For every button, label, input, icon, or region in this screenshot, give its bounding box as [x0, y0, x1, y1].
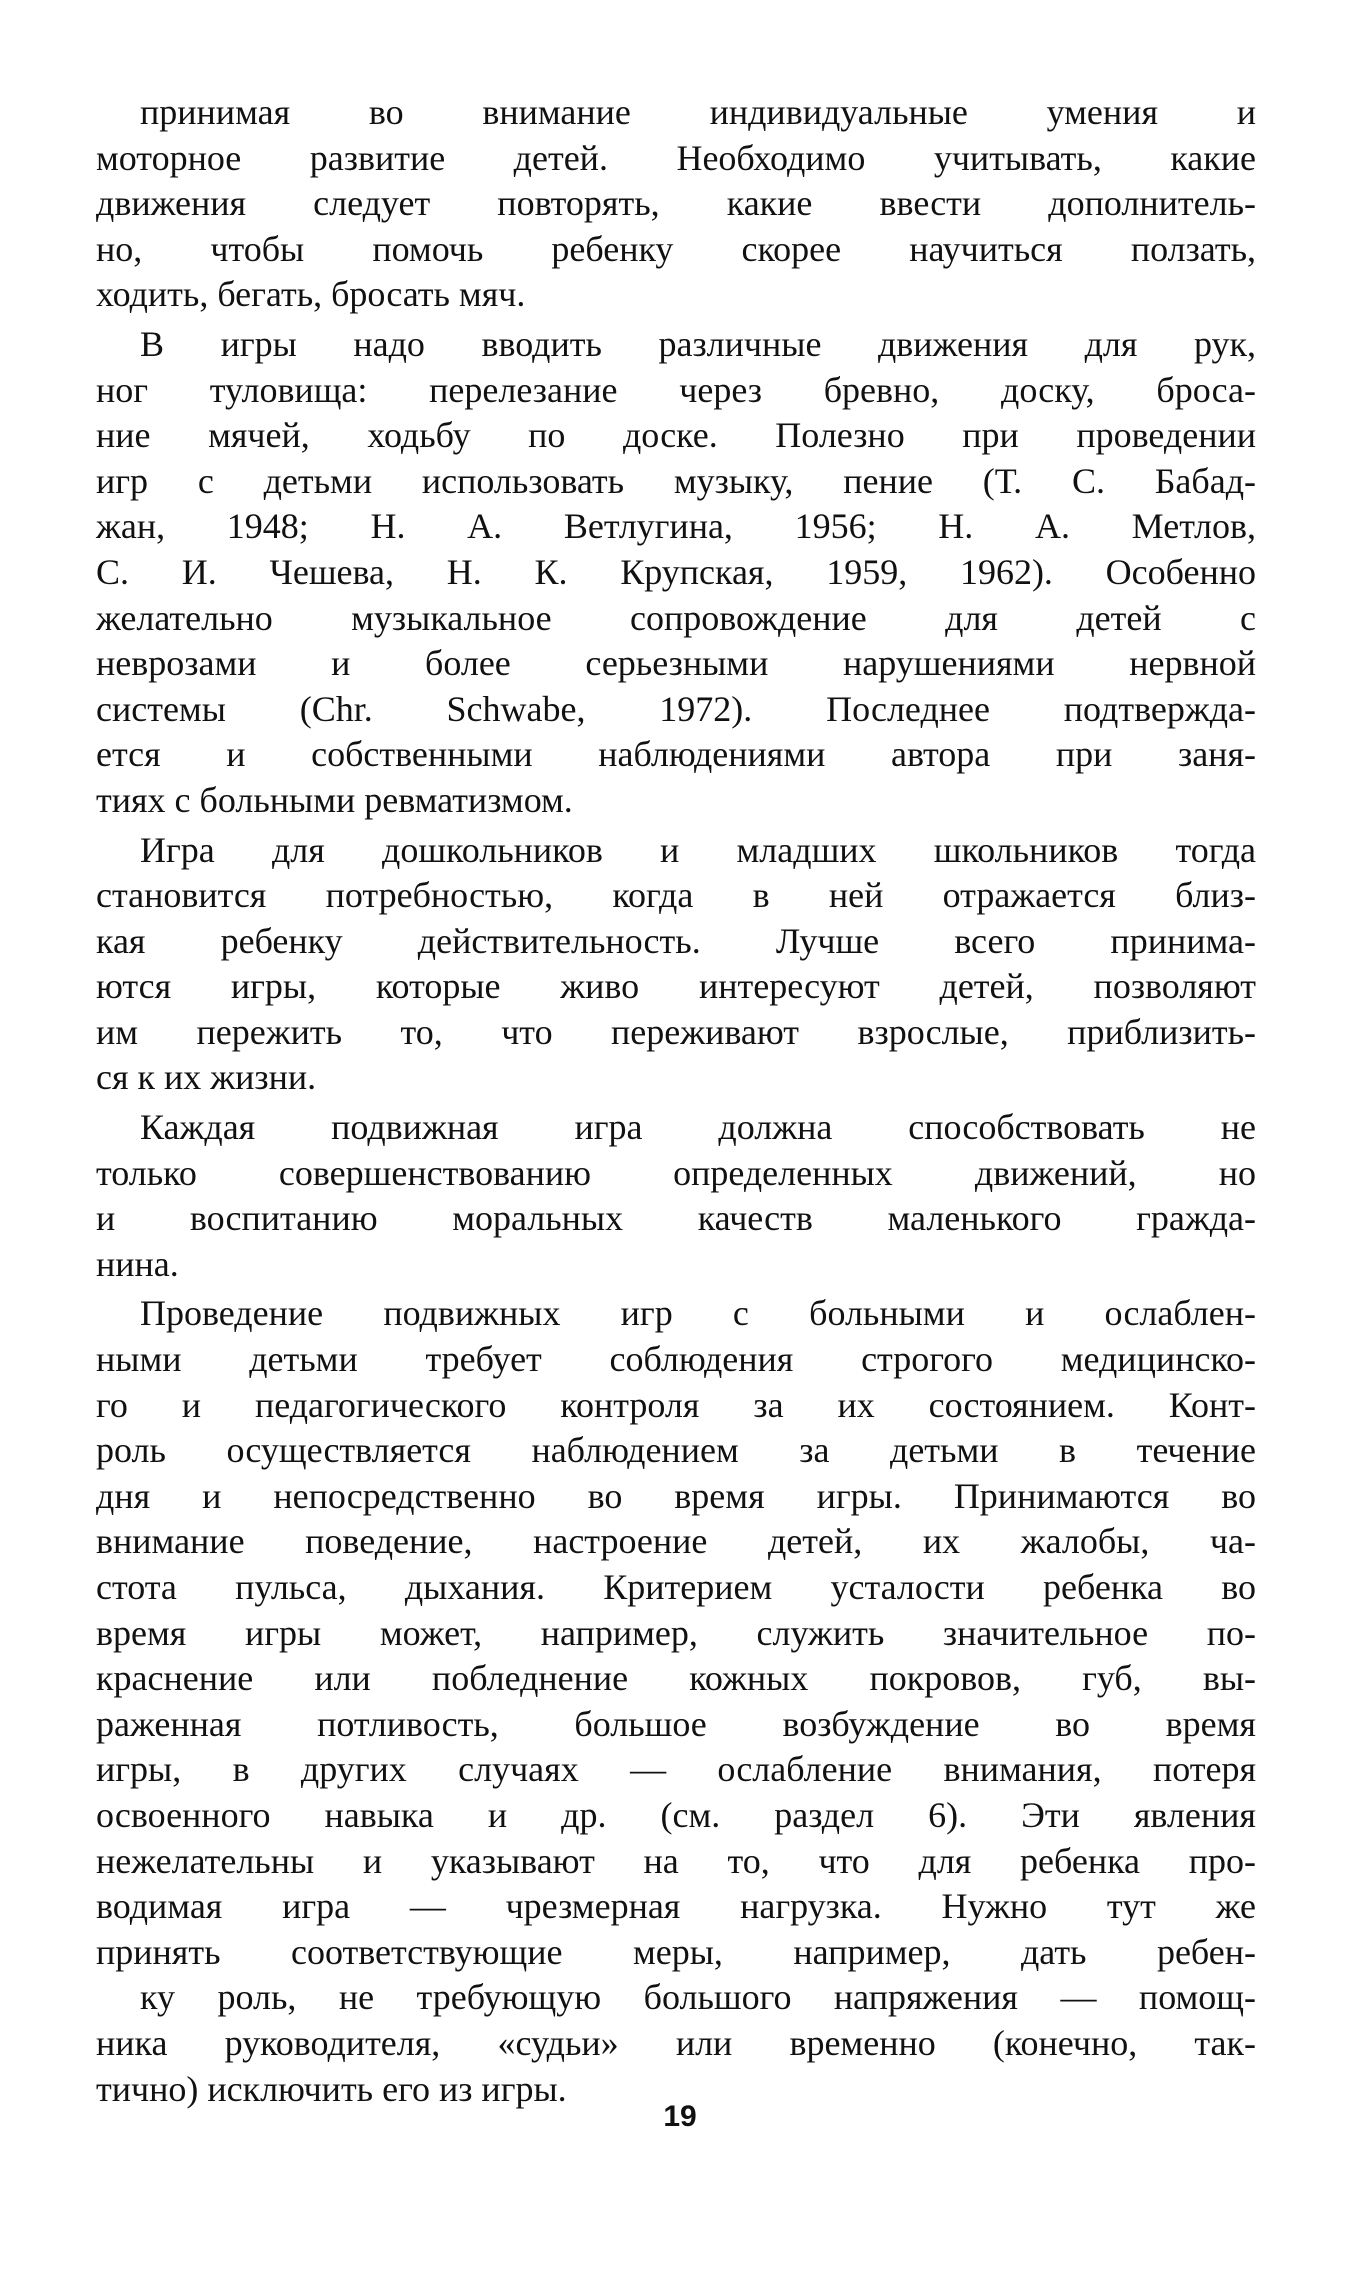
paragraph-4 [96, 1105, 1256, 1287]
text-line: ника руководителя, «судьи» или временно (конечно, так- [96, 2022, 1256, 2063]
text-line: внимание поведение, настроение детей, их жалобы, ча- [96, 1521, 1256, 1562]
text-line: нина. [96, 1243, 179, 1284]
text-line: но, чтобы помочь ребенку скорее научиться ползать, [96, 228, 1256, 269]
paragraph-3 [96, 828, 1256, 1102]
text-line: нежелательны и указывают на то, что для ребенка про- [96, 1840, 1256, 1881]
paragraph-2 [96, 322, 1256, 824]
text-line: ку роль, не требующую большого напряжения — помощ- [140, 1977, 1256, 2018]
page-body [96, 90, 1256, 2116]
text-line: стота пульса, дыхания. Критерием усталости ребенка во [96, 1567, 1256, 1607]
text-line: ходить, бегать, бросать мяч. [96, 274, 526, 315]
text-line: им пережить то, что переживают взрослые, приблизить- [96, 1011, 1256, 1052]
text-line: принять соответствующие меры, например, дать ребен- [96, 1931, 1256, 1972]
text-line: роль осуществляется наблюдением за детьми в течение [96, 1430, 1256, 1471]
text-line: С. И. Чешева, Н. К. Крупская, 1959, 1962). Особенно [96, 551, 1256, 592]
text-line: желательно музыкальное сопровождение для детей с [96, 597, 1256, 638]
text-line: становится потребностью, когда в ней отражается близ- [96, 875, 1256, 916]
text-line: краснение или побледнение кожных покровов, губ, вы- [96, 1658, 1256, 1699]
text-line: раженная потливость, большое возбуждение во время [96, 1703, 1256, 1744]
text-line: Игра для дошкольников и младших школьников тогда [140, 829, 1256, 870]
text-line: тиях с больными ревматизмом. [96, 779, 573, 820]
text-line: принимая во внимание индивидуальные умения и [140, 92, 1256, 132]
paragraph-1 [96, 90, 1256, 318]
text-line: время игры может, например, служить значительное по- [96, 1612, 1256, 1653]
text-line: только совершенствованию определенных движений, но [96, 1152, 1256, 1193]
text-line: ние мячей, ходьбу по доске. Полезно при проведении [96, 415, 1256, 456]
text-line: движения следует повторять, какие ввести дополнитель- [96, 183, 1256, 224]
text-line: моторное развитие детей. Необходимо учитывать, какие [96, 137, 1256, 178]
text-line: го и педагогического контроля за их состоянием. Конт- [96, 1384, 1256, 1425]
text-line: игры, в других случаях — ослабление внимания, потеря [96, 1749, 1256, 1790]
text-line: кая ребенку действительность. Лучше всего принима- [96, 920, 1256, 961]
text-line: Проведение подвижных игр с больными и ослаблен- [140, 1293, 1256, 1334]
text-line: игр с детьми использовать музыку, пение (Т. С. Бабад- [96, 460, 1256, 501]
text-line: водимая игра — чрезмерная нагрузка. Нужно тут же [96, 1886, 1256, 1927]
text-line: В игры надо вводить различные движения для рук, [140, 323, 1256, 364]
text-line: ног туловища: перелезание через бревно, доску, броса- [96, 369, 1256, 410]
text-line: ся к их жизни. [96, 1057, 317, 1098]
text-line: тично) исключить его из игры. [96, 2068, 567, 2109]
text-line: дня и непосредственно во время игры. Принимаются во [96, 1475, 1256, 1516]
text-line: системы (Chr. Schwabe, 1972). Последнее подтвержда- [96, 688, 1256, 729]
page-number: 19 [663, 2100, 697, 2133]
text-line: Каждая подвижная игра должна способствовать не [140, 1107, 1256, 1148]
text-line: ется и собственными наблюдениями автора при заня- [96, 734, 1256, 775]
text-line: ются игры, которые живо интересуют детей, позволяют [96, 966, 1256, 1007]
text-line: и воспитанию моральных качеств маленького гражда- [96, 1198, 1256, 1239]
paragraph-5 [96, 1291, 1256, 2112]
text-line: ными детьми требует соблюдения строгого медицинско- [96, 1339, 1256, 1380]
text-line: неврозами и более серьезными нарушениями нервной [96, 643, 1256, 684]
text-line: освоенного навыка и др. (см. раздел 6). Эти явления [96, 1794, 1256, 1835]
text-line: жан, 1948; Н. А. Ветлугина, 1956; Н. А. Метлов, [96, 506, 1256, 547]
